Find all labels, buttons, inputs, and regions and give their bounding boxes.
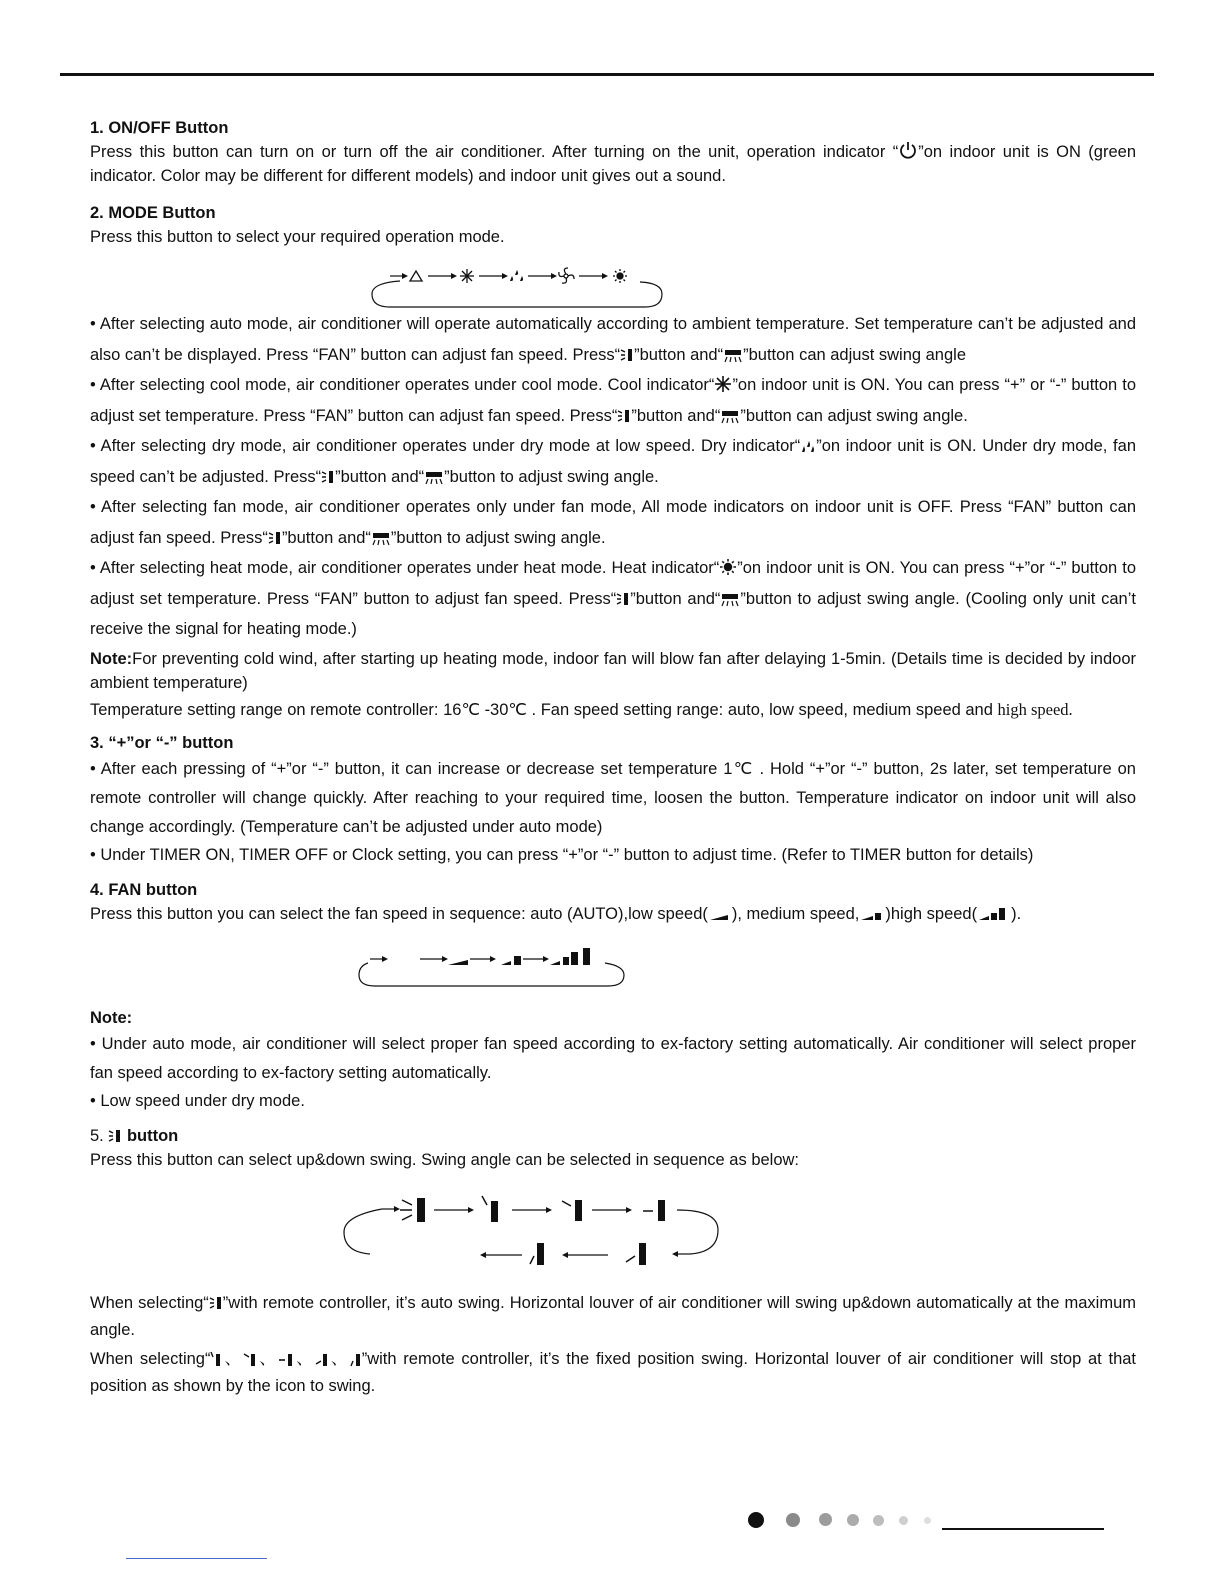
swing-position-2-icon	[243, 1351, 257, 1367]
section-mode-title: 2. MODE Button	[90, 204, 216, 222]
swing-position-5-icon	[350, 1351, 362, 1367]
swing-position-1-icon	[482, 1196, 498, 1222]
swing-updown-icon	[617, 408, 631, 424]
swing-updown-icon	[620, 347, 634, 363]
cool-mode-text: • After selecting cool mode, air conditioner operates under cool mode. Cool indicator“ ”on indoor unit is ON. You can press “+” or “-” button to adjust set temperature. Press “FAN” button can adjust fan speed. Press“ ”button and“ ”button can adjust swing angle.	[90, 376, 1136, 425]
swing-updown-icon	[268, 530, 282, 546]
sun-icon	[719, 558, 737, 576]
top-rule	[60, 73, 1154, 76]
fan-note-2: • Low speed under dry mode.	[90, 1091, 305, 1110]
fan-speed-text: Press this button you can select the fan speed in sequence: auto (AUTO),low speed( ), medium speed, )high speed( ).	[90, 904, 1022, 923]
swing-position-2-icon	[562, 1200, 582, 1221]
fan-note-1: • Under auto mode, air conditioner will select proper fan speed according to ex-factory setting automatically. Air conditioner will select proper fan speed according to ex-factory setting automatically.	[90, 1034, 1136, 1082]
swing-position-4-icon	[315, 1351, 329, 1367]
swing-leftright-icon	[723, 347, 743, 363]
fan-medium-icon	[859, 908, 885, 922]
auto-mode-text: • After selecting auto mode, air conditioner will operate automatically according to ambient temperature. Set temperature can’t be adjusted and also can’t be displayed. Press “FAN” button can adjust fan speed. Press“ ”button and“ ”button can adjust swing angle	[90, 315, 1136, 364]
fan-low-icon	[708, 908, 732, 922]
setting-range-text: Temperature setting range on remote controller: 16℃ -30℃ . Fan speed setting range: auto, low speed, medium speed and high speed.	[90, 699, 1073, 719]
section-swing-title: 5. button	[90, 1126, 179, 1145]
heat-mode-text: • After selecting heat mode, air conditioner operates under heat mode. Heat indicator“ ”on indoor unit is ON. You can press “+”or “-” button to adjust set temperature. Press “FAN” button to adjust fan speed. Press“ ”button and“ ”button to adjust swing angle. (Cooling only unit can’t receive the signal for heating mode.)	[90, 559, 1136, 638]
swing-position-3-icon	[643, 1200, 665, 1221]
manual-page	[90, 116, 1136, 1400]
dry-mode-text: • After selecting dry mode, air conditioner operates under dry mode at low speed. Dry indicator“ ”on indoor unit is ON. Under dry mode, fan speed can’t be adjusted. Press“ ”button and“ ”button to adjust swing angle.	[90, 437, 1136, 486]
power-icon	[898, 140, 918, 160]
section-fan-title: 4. FAN button	[90, 880, 198, 899]
swing-leftright-icon	[424, 469, 444, 485]
swing-auto-text: When selecting“ ”with remote controller, it’s auto swing. Horizontal louver of air conditioner will swing up&down automatically at the maximum angle.	[90, 1293, 1136, 1339]
dot-4	[847, 1514, 859, 1526]
section-plusminus-title: 3. “+”or “-” button	[90, 733, 234, 752]
fan-sequence-diagram	[90, 926, 1136, 1002]
swing-updown-icon	[616, 591, 630, 607]
footer-rule	[942, 1528, 1104, 1530]
swing-updown-icon	[108, 1128, 122, 1144]
dot-2	[786, 1513, 800, 1527]
fan-icon	[559, 268, 574, 283]
swing-updown-icon	[321, 469, 335, 485]
swing-fixed-text: When selecting“ 、 、 、 、 ”with remote controller, it’s the fixed position swing. Horizontal louver of air conditioner will stop at that position as shown by the icon to swing.	[90, 1349, 1137, 1395]
swing-position-4-icon	[626, 1243, 646, 1265]
swing-sequence-diagram	[90, 1172, 1136, 1282]
swing-leftright-icon	[720, 591, 740, 607]
dot-7	[924, 1517, 931, 1524]
bottom-link-line	[126, 1558, 267, 1559]
section-onoff-text: Press this button can turn on or turn off the air conditioner. After turning on the unit, operation indicator “ ”on indoor unit is ON (green indicator. Color may be different for different models) and indoor unit gives out a sound.	[90, 140, 1136, 188]
fan-low-icon	[448, 960, 468, 965]
auto-mode-icon	[410, 271, 422, 281]
sun-icon	[613, 269, 627, 283]
droplets-icon	[510, 270, 523, 281]
dot-5	[873, 1515, 884, 1526]
swing-auto-icon	[400, 1198, 425, 1222]
snowflake-icon	[714, 375, 732, 393]
mode-sequence-diagram	[90, 249, 1136, 309]
fan-high-icon	[550, 948, 590, 965]
swing-leftright-icon	[720, 408, 740, 424]
section-onoff-title: 1. ON/OFF Button	[90, 119, 229, 137]
fan-medium-icon	[501, 956, 521, 965]
dot-6	[899, 1516, 908, 1525]
swing-intro: Press this button can select up&down swing. Swing angle can be selected in sequence as below:	[90, 1150, 800, 1169]
heat-note: Note:For preventing cold wind, after starting up heating mode, indoor fan will blow fan after delaying 1-5min. (Details time is decided by indoor ambient temperature)	[90, 649, 1136, 692]
section-mode-intro: Press this button to select your required operation mode.	[90, 228, 505, 246]
plusminus-bullet-2: • Under TIMER ON, TIMER OFF or Clock setting, you can press “+”or “-” button to adjust time. (Refer to TIMER button for details)	[90, 845, 1034, 864]
swing-leftright-icon	[371, 530, 391, 546]
swing-updown-icon	[209, 1295, 223, 1311]
droplets-icon	[800, 438, 816, 454]
fan-high-icon	[977, 906, 1011, 922]
swing-position-5-icon	[530, 1243, 544, 1265]
dot-3	[819, 1513, 832, 1526]
fan-note-title: Note:	[90, 1008, 133, 1027]
swing-position-3-icon	[278, 1351, 294, 1367]
snowflake-icon	[460, 269, 474, 283]
dot-1	[748, 1512, 764, 1528]
fan-mode-text: • After selecting fan mode, air conditioner operates only under fan mode, All mode indicators on indoor unit is OFF. Press “FAN” button can adjust fan speed. Press“ ”button and“ ”button to adjust swing angle.	[90, 498, 1136, 547]
plusminus-bullet-1: • After each pressing of “+”or “-” button, it can increase or decrease set temperature 1℃ . Hold “+”or “-” button, 2s later, set temperature on remote controller will change quickly. After reaching to your required time, loosen the button. Temperature indicator on indoor unit will also change accordingly. (Temperature can’t be adjusted under auto mode)	[90, 759, 1136, 836]
swing-position-1-icon	[210, 1351, 222, 1367]
